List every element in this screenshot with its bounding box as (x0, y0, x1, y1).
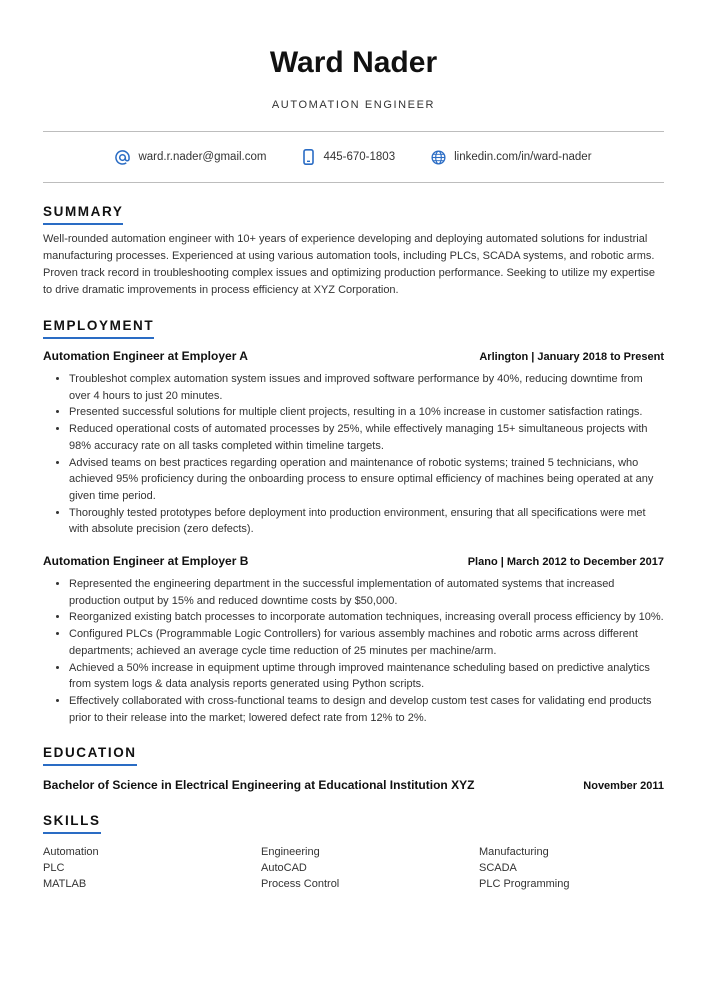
at-icon (115, 150, 130, 165)
skill-item: MATLAB (43, 878, 87, 891)
bullet-item: • Effectively collaborated with cross-functional teams to design and develop custom test cases for validating end products prior to their release into the market; lowered defect rate from 12% to 2%. (69, 693, 664, 726)
education-degree: Bachelor of Science in Electrical Engineering at Educational Institution XYZ (43, 778, 475, 793)
education-heading: EDUCATION (43, 745, 137, 766)
job-location-dates: Arlington | January 2018 to Present (479, 351, 664, 363)
skills-grid (43, 844, 664, 892)
skill-item: PLC (43, 862, 65, 875)
phone-text: 445-670-1803 (323, 151, 396, 163)
phone-icon (302, 149, 315, 165)
job-title: Automation Engineer at Employer A (43, 349, 248, 363)
skill-item: AutoCAD (261, 862, 307, 875)
summary-section (43, 203, 664, 299)
job-header (43, 554, 664, 568)
contact-linkedin[interactable] (431, 150, 591, 165)
employment-heading: EMPLOYMENT (43, 318, 154, 339)
education-section (43, 744, 664, 792)
bullet-item: • Achieved a 50% increase in equipment uptime through improved maintenance scheduling based on predictive analytics from system logs & data analysis reports generated using Python scripts. (69, 660, 664, 693)
header-divider-bottom (43, 182, 664, 183)
job-entry (43, 349, 664, 538)
skills-heading: SKILLS (43, 813, 101, 834)
contact-bar (43, 132, 664, 182)
summary-text: Well-rounded automation engineer with 10+ years of experience developing and deploying automated solutions for industrial manufacturing processes. Experienced at using various automation tools, including PLCs, SCADA systems, and robotic arms. Proven track record in troubleshooting complex issues and optimizing production performance. Seeking to utilize my expertise to drive dramatic improvements in process efficiency at XYZ Corporation. (43, 233, 656, 296)
bullet-item: • Advised teams on best practices regarding operation and maintenance of robotic systems; trained 5 technicians, who achieved 95% proficiency during the onboarding process to ensure optimal efficiency of machines being operated at any given time period. (69, 455, 664, 505)
skill-item: Process Control (261, 878, 340, 891)
bullet-item: • Represented the engineering department in the successful implementation of automated systems that increased production output by 15% and reduced downtime costs by $50,000. (69, 576, 664, 609)
bullet-item: • Thoroughly tested prototypes before deployment into production environment, ensuring that all specifications were met with absolute precision (zero defects). (69, 505, 664, 538)
candidate-name: Ward Nader (269, 46, 438, 79)
education-entry (43, 778, 664, 792)
globe-icon (431, 150, 446, 165)
contact-phone[interactable] (302, 149, 395, 165)
skill-item: Automation (43, 846, 99, 859)
skill-item: Manufacturing (479, 846, 549, 859)
employment-section (43, 317, 664, 726)
skill-item: PLC Programming (479, 878, 570, 891)
job-header (43, 349, 664, 363)
email-text: ward.r.nader@gmail.com (138, 151, 267, 163)
bullet-item: • Presented successful solutions for multiple client projects, resulting in a 10% increase in customer satisfaction ratings. (69, 404, 664, 421)
job-bullets (43, 576, 664, 726)
education-date: November 2011 (583, 780, 664, 793)
job-title-heading: AUTOMATION ENGINEER (271, 99, 436, 111)
summary-heading: SUMMARY (43, 204, 123, 225)
contact-email[interactable] (115, 150, 266, 165)
linkedin-text: linkedin.com/in/ward-nader (454, 151, 592, 163)
job-entry (43, 554, 664, 726)
skill-item: SCADA (479, 862, 517, 875)
bullet-item: • Reduced operational costs of automated processes by 25%, while effectively managing 15+ simultaneous projects with 98% accuracy rate on all tasks completed within timeline targets. (69, 421, 664, 454)
skill-item: Engineering (261, 846, 320, 859)
bullet-item: • Configured PLCs (Programmable Logic Controllers) for various assembly machines and robotic arms across different departments; achieved an average cycle time reduction of 25 minutes per machine/arm. (69, 626, 664, 659)
skills-section (43, 812, 664, 892)
job-bullets (43, 371, 664, 538)
bullet-item: • Troubleshot complex automation system issues and improved software performance by 40%, reducing downtime from over 4 hours to just 20 minutes. (69, 371, 664, 404)
job-title: Automation Engineer at Employer B (43, 554, 249, 569)
job-location-dates: Plano | March 2012 to December 2017 (467, 556, 664, 569)
bullet-item: • Reorganized existing batch processes to incorporate automation techniques, increasing overall process efficiency by 10%. (69, 609, 664, 626)
